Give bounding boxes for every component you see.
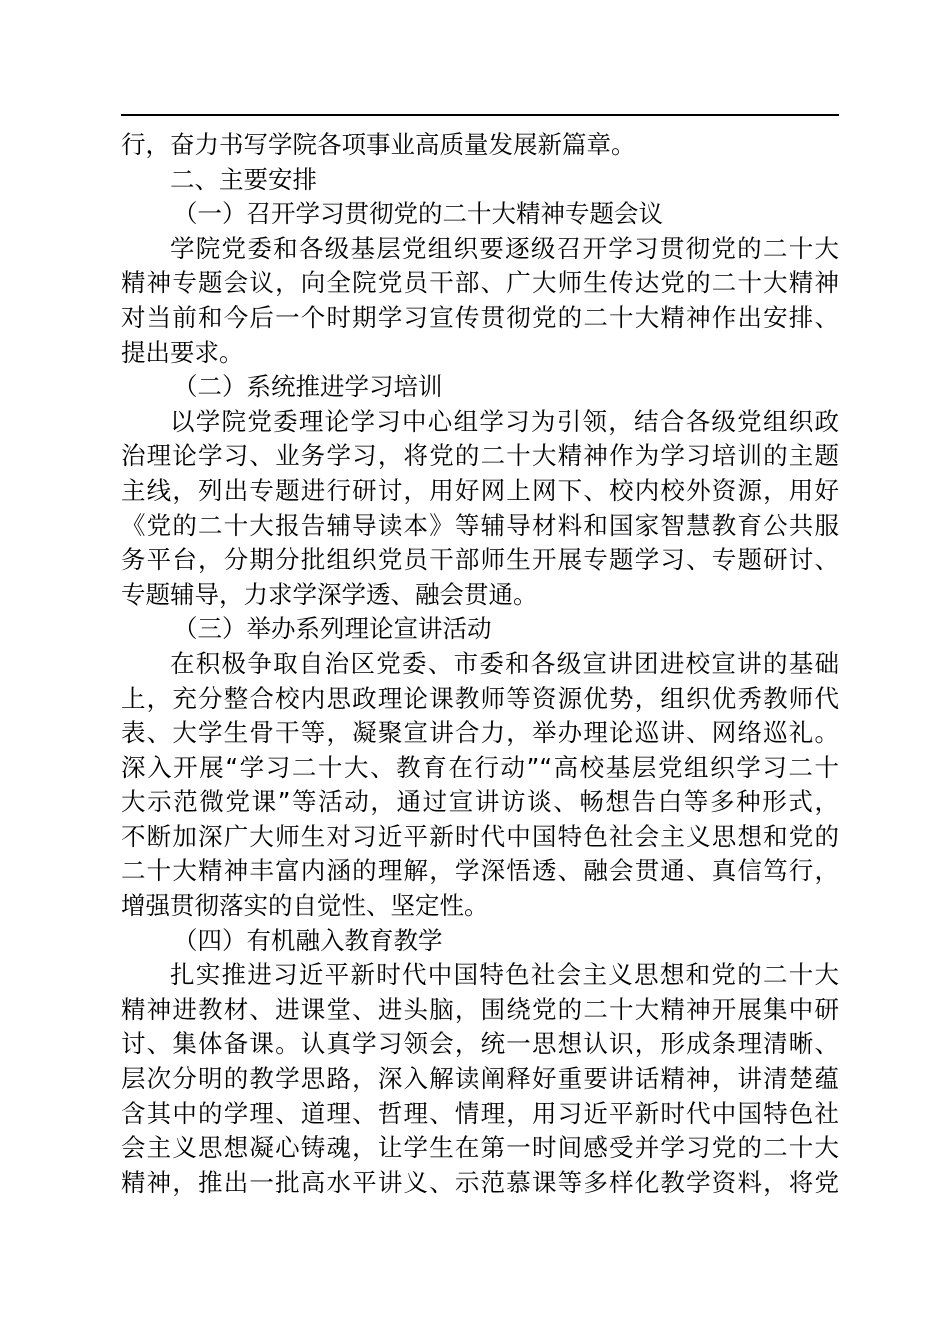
text-line: 层次分明的教学思路，深入解读阐释好重要讲话精神，讲清楚蕴 — [121, 1064, 839, 1094]
text-line: 精神进教材、进课堂、进头脑，围绕党的二十大精神开展集中研 — [121, 994, 839, 1024]
text-line: 上，充分整合校内思政理论课教师等资源优势，组织优秀教师代 — [121, 683, 839, 713]
text-line: 提出要求。 — [121, 337, 244, 367]
header-rule — [121, 114, 839, 116]
text-line: 扎实推进习近平新时代中国特色社会主义思想和党的二十大 — [170, 960, 839, 990]
document-body — [121, 128, 839, 1200]
text-line: 不断加深广大师生对习近平新时代中国特色社会主义思想和党的 — [121, 821, 839, 851]
text-line: 增强贯彻落实的自觉性、坚定性。 — [121, 891, 489, 921]
text-line: 务平台，分期分批组织党员干部师生开展专题学习、专题研讨、 — [121, 545, 839, 575]
text-line: 在积极争取自治区党委、市委和各级宣讲团进校宣讲的基础 — [170, 648, 839, 678]
text-line: 表、大学生骨干等，凝聚宣讲合力，举办理论巡讲、网络巡礼。 — [121, 718, 839, 748]
text-line: 精神专题会议，向全院党员干部、广大师生传达党的二十大精神 — [121, 268, 839, 298]
text-line: 大示范微党课”等活动，通过宣讲访谈、畅想告白等多种形式， — [121, 787, 839, 817]
text-line: 深入开展“学习二十大、教育在行动”“高校基层党组织学习二十 — [121, 752, 839, 782]
text-line: 二十大精神丰富内涵的理解，学深悟透、融会贯通、真信笃行， — [121, 856, 839, 886]
text-line: 学院党委和各级基层党组织要逐级召开学习贯彻党的二十大 — [170, 233, 839, 263]
text-line: 以学院党委理论学习中心组学习为引领，结合各级党组织政 — [170, 406, 839, 436]
section-heading: （三）举办系列理论宣讲活动 — [173, 614, 492, 644]
section-heading: 二、主要安排 — [170, 164, 317, 194]
section-heading: （四）有机融入教育教学 — [173, 925, 443, 955]
text-line: 治理论学习、业务学习，将党的二十大精神作为学习培训的主题 — [121, 441, 839, 471]
text-line: 精神，推出一批高水平讲义、示范慕课等多样化教学资料，将党 — [121, 1167, 839, 1197]
text-line: 含其中的学理、道理、哲理、情理，用习近平新时代中国特色社 — [121, 1098, 839, 1128]
section-heading: （一）召开学习贯彻党的二十大精神专题会议 — [173, 199, 663, 229]
text-line: 《党的二十大报告辅导读本》等辅导材料和国家智慧教育公共服 — [121, 510, 839, 540]
text-line: 讨、集体备课。认真学习领会，统一思想认识，形成条理清晰、 — [121, 1029, 839, 1059]
text-line: 主线，列出专题进行研讨，用好网上网下、校内校外资源，用好 — [121, 475, 839, 505]
text-line: 专题辅导，力求学深学透、融会贯通。 — [121, 579, 538, 609]
section-heading: （二）系统推进学习培训 — [173, 372, 443, 402]
text-line: 对当前和今后一个时期学习宣传贯彻党的二十大精神作出安排、 — [121, 302, 839, 332]
text-line: 行，奋力书写学院各项事业高质量发展新篇章。 — [121, 130, 636, 159]
text-line: 会主义思想凝心铸魂，让学生在第一时间感受并学习党的二十大 — [121, 1133, 839, 1163]
